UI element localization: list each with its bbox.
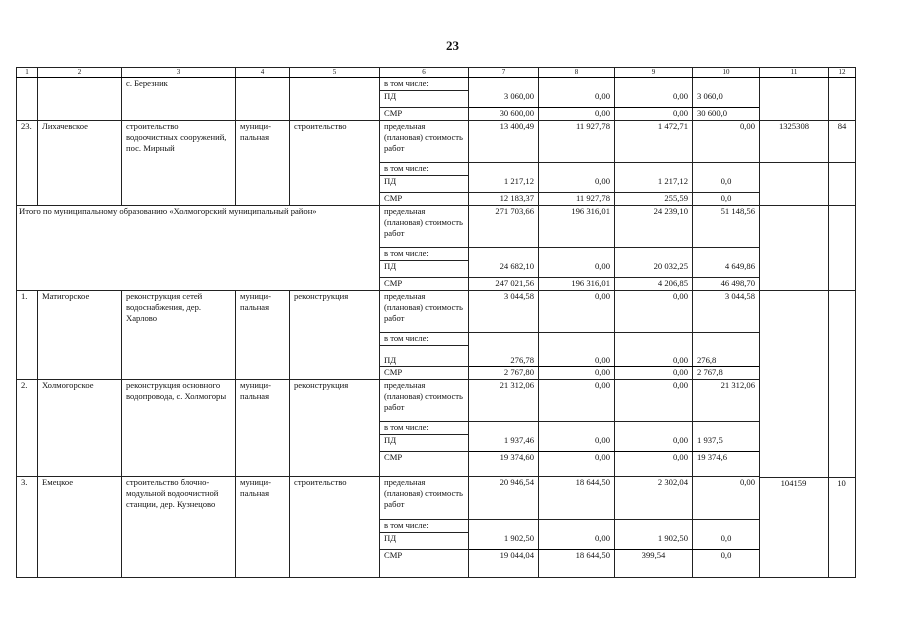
col-number: 2 bbox=[38, 68, 122, 78]
value-cell: 24 239,10 bbox=[615, 206, 693, 248]
value-cell: 0,00 bbox=[615, 367, 693, 380]
table-row bbox=[17, 477, 856, 520]
work-type: строительство bbox=[290, 477, 380, 578]
column-number-row bbox=[17, 68, 856, 78]
col-number: 8 bbox=[539, 68, 615, 78]
value-cell: 0,0 bbox=[693, 193, 760, 206]
value-cell: 0,00 bbox=[693, 477, 760, 520]
value-cell: 2 767,8 bbox=[693, 367, 760, 380]
work-description: реконструкция основного водопровода, с. Холмогоры bbox=[122, 380, 236, 477]
value-cell: 18 644,50 bbox=[539, 477, 615, 520]
value-cell: 0,00 bbox=[539, 367, 615, 380]
value-cell: 2 767,80 bbox=[469, 367, 539, 380]
row-number: 3. bbox=[17, 477, 38, 578]
value-cell: 1 472,71 bbox=[615, 121, 693, 163]
row-number: 1. bbox=[17, 291, 38, 380]
value-cell: 3 044,58 bbox=[469, 291, 539, 333]
subrow-label: ПД bbox=[380, 91, 469, 108]
subrow-label: в том числе: bbox=[380, 78, 469, 91]
value-cell: 19 374,60 bbox=[469, 452, 539, 477]
ownership: муници-пальная bbox=[236, 121, 290, 206]
col-number: 1 bbox=[17, 68, 38, 78]
value-cell: 13 400,49 bbox=[469, 121, 539, 163]
subrow-label: ПД bbox=[380, 346, 469, 367]
value-cell: 10 bbox=[829, 478, 854, 489]
value-cell: 0,00 bbox=[539, 380, 615, 422]
ownership: муници-пальная bbox=[236, 477, 290, 578]
col-number: 10 bbox=[693, 68, 760, 78]
value-cell: 0,00 bbox=[615, 380, 693, 422]
value-cell: 255,59 bbox=[615, 193, 693, 206]
value-cell: 1 902,50 bbox=[469, 533, 539, 550]
value-cell: 0,00 bbox=[539, 108, 615, 121]
col-number: 5 bbox=[290, 68, 380, 78]
work-description: строительство блочно-модульной водоочистной станции, дер. Кузнецово bbox=[122, 477, 236, 578]
settlement-name: Емецкое bbox=[38, 477, 122, 578]
value-cell: 24 682,10 bbox=[469, 261, 539, 278]
investment-table bbox=[16, 67, 856, 578]
value-cell: 0,00 bbox=[615, 346, 693, 367]
subrow-label: предельная (плановая) стоимость работ bbox=[380, 291, 469, 333]
value-cell: 19 374,6 bbox=[693, 452, 760, 477]
value-cell: 0,00 bbox=[615, 91, 693, 108]
value-cell: 1 937,5 bbox=[693, 435, 760, 452]
col-number: 7 bbox=[469, 68, 539, 78]
col-number: 6 bbox=[380, 68, 469, 78]
value-cell: 11 927,78 bbox=[539, 193, 615, 206]
subrow-label: ПД bbox=[380, 533, 469, 550]
col-number: 9 bbox=[615, 68, 693, 78]
value-cell: 3 044,58 bbox=[693, 291, 760, 333]
value-cell: 196 316,01 bbox=[539, 278, 615, 291]
subrow-label: СМР bbox=[380, 193, 469, 206]
work-description: реконструкция сетей водоснабжения, дер. Харлово bbox=[122, 291, 236, 380]
subrow-label: СМР bbox=[380, 108, 469, 121]
subrow-label: СМР bbox=[380, 452, 469, 477]
col-number: 11 bbox=[760, 68, 829, 78]
subrow-label: в том числе: bbox=[380, 333, 469, 346]
table-row bbox=[17, 121, 856, 163]
subrow-label: предельная (плановая) стоимость работ bbox=[380, 121, 469, 163]
value-cell: 12 183,37 bbox=[469, 193, 539, 206]
value-cell: 11 927,78 bbox=[539, 121, 615, 163]
value-cell: 0,00 bbox=[615, 108, 693, 121]
settlement-name: Матигорское bbox=[38, 291, 122, 380]
table-row bbox=[17, 78, 856, 91]
col-number: 3 bbox=[122, 68, 236, 78]
value-cell: 0,00 bbox=[615, 435, 693, 452]
value-cell: 0,00 bbox=[539, 533, 615, 550]
value-cell: 1 902,50 bbox=[615, 533, 693, 550]
subrow-label: предельная (плановая) стоимость работ bbox=[380, 477, 469, 520]
value-cell: 0,00 bbox=[539, 291, 615, 333]
value-cell: 0,00 bbox=[615, 291, 693, 333]
value-cell: 0,0 bbox=[693, 550, 760, 578]
value-cell: 84 bbox=[829, 121, 856, 163]
value-cell: 247 021,56 bbox=[469, 278, 539, 291]
value-cell: 0,00 bbox=[539, 91, 615, 108]
subrow-label: ПД bbox=[380, 435, 469, 452]
value-cell: 276,8 bbox=[693, 346, 760, 367]
subrow-label: СМР bbox=[380, 550, 469, 578]
col-number: 4 bbox=[236, 68, 290, 78]
value-cell: 0,00 bbox=[539, 435, 615, 452]
col-number: 12 bbox=[829, 68, 856, 78]
value-cell: 399,54 bbox=[615, 550, 693, 578]
value-cell: 196 316,01 bbox=[539, 206, 615, 248]
value-cell: 1 937,46 bbox=[469, 435, 539, 452]
work-description: с. Березник bbox=[122, 78, 236, 121]
value-cell: 4 649,86 bbox=[693, 261, 760, 278]
value-cell: 51 148,56 bbox=[693, 206, 760, 248]
value-cell: 4 206,85 bbox=[615, 278, 693, 291]
ownership: муници-пальная bbox=[236, 380, 290, 477]
value-cell: 20 946,54 bbox=[469, 477, 539, 520]
subrow-label: ПД bbox=[380, 176, 469, 193]
value-cell: 0,00 bbox=[539, 261, 615, 278]
table-row bbox=[17, 291, 856, 333]
value-cell: 2 302,04 bbox=[615, 477, 693, 520]
value-cell: 21 312,06 bbox=[469, 380, 539, 422]
row-number: 2. bbox=[17, 380, 38, 477]
total-row bbox=[17, 206, 856, 248]
value-cell: 30 600,0 bbox=[693, 108, 760, 121]
row-number: 23. bbox=[17, 121, 38, 206]
value-cell: 0,0 bbox=[693, 176, 760, 193]
subrow-label: СМР bbox=[380, 367, 469, 380]
value-cell: 1325308 bbox=[760, 121, 829, 163]
work-description: строительство водоочистных сооружений, пос. Мирный bbox=[122, 121, 236, 206]
value-cell: 104159 bbox=[761, 478, 826, 489]
subrow-label: СМР bbox=[380, 278, 469, 291]
subrow-label: в том числе: bbox=[380, 163, 469, 176]
value-cell: 18 644,50 bbox=[539, 550, 615, 578]
subrow-label: ПД bbox=[380, 261, 469, 278]
value-cell: 1 217,12 bbox=[469, 176, 539, 193]
table-row bbox=[17, 380, 856, 422]
value-cell: 271 703,66 bbox=[469, 206, 539, 248]
value-cell: 0,0 bbox=[693, 533, 760, 550]
total-label: Итого по муниципальному образованию «Холмогорский муниципальный район» bbox=[17, 206, 380, 291]
settlement-name: Лихачевское bbox=[38, 121, 122, 206]
subrow-label: предельная (плановая) стоимость работ bbox=[380, 380, 469, 422]
value-cell: 0,00 bbox=[615, 452, 693, 477]
value-cell: 3 060,0 bbox=[693, 91, 760, 108]
subrow-label: в том числе: bbox=[380, 422, 469, 435]
ownership: муници-пальная bbox=[236, 291, 290, 380]
value-cell: 0,00 bbox=[539, 452, 615, 477]
value-cell: 3 060,00 bbox=[469, 91, 539, 108]
subrow-label: предельная (плановая) стоимость работ bbox=[380, 206, 469, 248]
value-cell: 19 044,04 bbox=[469, 550, 539, 578]
work-type: реконструкция bbox=[290, 291, 380, 380]
value-cell: 30 600,00 bbox=[469, 108, 539, 121]
page-number: 23 bbox=[446, 38, 459, 53]
value-cell: 20 032,25 bbox=[615, 261, 693, 278]
value-cell: 1 217,12 bbox=[615, 176, 693, 193]
work-type: реконструкция bbox=[290, 380, 380, 477]
settlement-name: Холмогорское bbox=[38, 380, 122, 477]
subrow-label: в том числе: bbox=[380, 248, 469, 261]
value-cell: 0,00 bbox=[539, 346, 615, 367]
value-cell: 46 498,70 bbox=[693, 278, 760, 291]
value-cell: 276,78 bbox=[469, 346, 539, 367]
value-cell: 0,00 bbox=[539, 176, 615, 193]
subrow-label: в том числе: bbox=[380, 520, 469, 533]
value-cell: 21 312,06 bbox=[693, 380, 760, 422]
value-cell: 0,00 bbox=[693, 121, 760, 163]
work-type: строительство bbox=[290, 121, 380, 206]
